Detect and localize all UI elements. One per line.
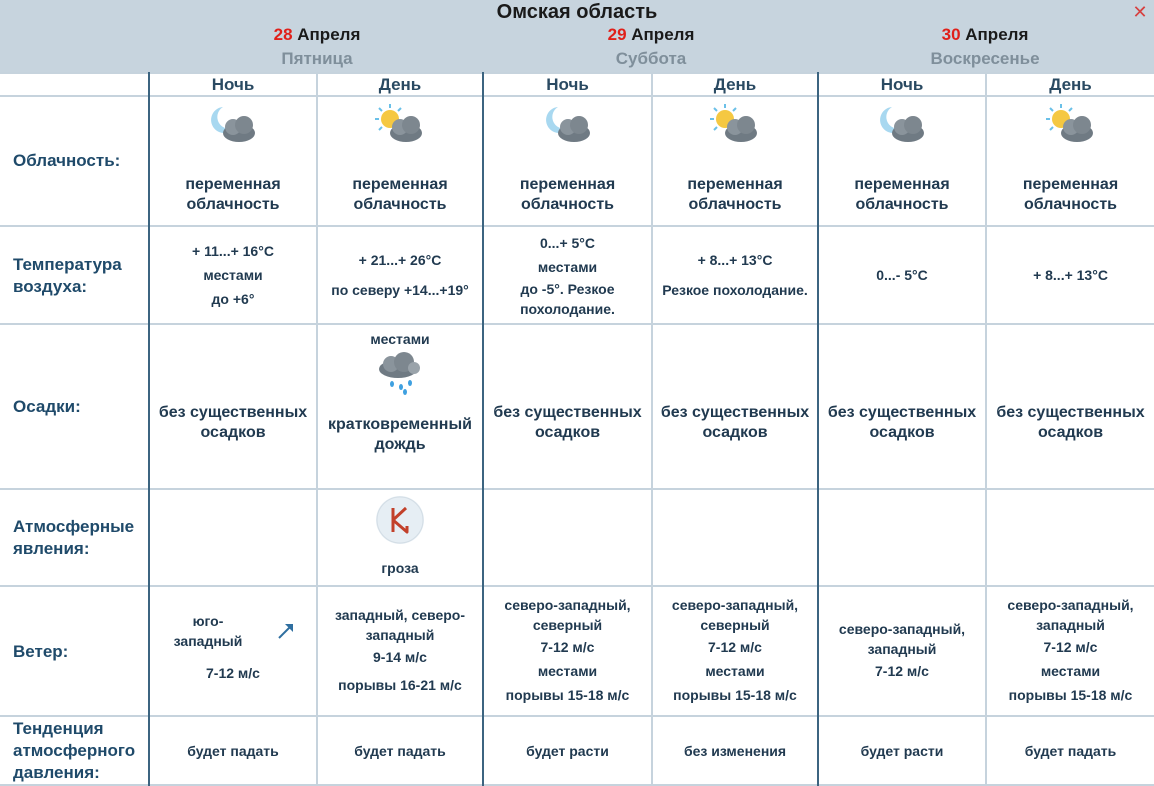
moon-cloud-icon [874,103,930,147]
wind-note: местами [1040,663,1101,679]
wind-note: местами [537,663,598,679]
precip-text: осадков [1037,423,1104,441]
wind-gusts: порывы 15-18 м/с [1008,687,1133,703]
wind-direction: северный [532,617,603,633]
label-line: Атмосферные [13,517,135,536]
phase-day: День [378,74,422,94]
temp-note: похолодание. [520,301,615,317]
cloud-text: облачность [186,196,280,213]
precip-cell [987,325,1154,488]
cloud-text: переменная [854,176,950,193]
day-header-29 [484,24,818,72]
phase-night: Ночь [880,74,924,94]
label-line: Температура [13,255,122,274]
precip-text: кратковременный [328,416,472,433]
cloud-text: облачность [353,196,447,213]
wind-direction: северо-западный, [1007,597,1134,613]
precip-text: осадков [200,423,266,441]
cloud-text: облачность [1023,196,1117,213]
precip-text: без существенных [493,403,642,421]
temp-note: местами [537,259,598,275]
temp-cell [653,227,817,323]
temp-cell [150,227,316,323]
precip-text: осадков [702,423,768,441]
cloud-text: переменная [1022,176,1119,193]
precip-cell [318,325,482,488]
phase-day: День [713,74,757,94]
day-header-28 [150,24,484,72]
wind-cell [150,587,316,715]
wind-direction: северо-западный, [504,597,631,613]
wind-direction: северо-западный, [671,597,799,613]
wind-direction: западный [867,641,937,657]
temp-cell [484,227,651,323]
precip-text: дождь [374,436,426,453]
pressure-trend: будет расти [860,742,944,759]
wind-gusts: порывы 16-21 м/с [338,677,462,693]
cloud-text: переменная [519,176,616,193]
close-icon[interactable]: ✕ [1132,2,1148,22]
cloud-text: облачность [855,196,949,213]
label-line: давления: [13,763,100,782]
precip-text: осадков [534,423,601,441]
precip-text: осадков [869,423,935,441]
phase-night: Ночь [546,74,589,94]
sun-cloud-icon [707,103,763,147]
wind-speed: 7-12 м/с [540,639,595,655]
wind-gusts: порывы 15-18 м/с [673,687,797,703]
wind-speed: 9-14 м/с [373,649,427,665]
temp-range: + 8...+ 13°С [697,252,773,268]
precip-cell [653,325,817,488]
temp-note: до +6° [211,291,255,307]
precip-cell [150,325,316,488]
precip-cell [484,325,651,488]
day-weekday: Пятница [281,49,353,68]
label-line: Тенденция [13,719,104,738]
cloud-cell [318,97,482,225]
sun-cloud-icon [1043,103,1099,147]
region-title: Омская область [496,1,658,23]
phase-day: День [1049,74,1092,94]
precip-note: местами [370,331,430,347]
row-label-pressure [13,718,135,784]
day-weekday: Суббота [615,49,687,68]
row-label-cloudiness: Облачность: [13,151,121,170]
label-line: воздуха: [13,277,88,296]
day-number: 30 [941,25,961,44]
cloud-cell [484,97,651,225]
temp-note: до -5°. Резкое [520,281,615,297]
wind-note: местами [705,663,765,679]
wind-direction: западный, северо- [334,607,466,623]
row-label-precipitation: Осадки: [13,397,81,416]
temp-range: + 11...+ 16°С [192,243,274,259]
precip-text: без существенных [158,403,308,421]
label-line: атмосферного [13,741,136,760]
cloud-cell [987,97,1154,225]
moon-cloud-icon [205,103,261,147]
cloud-text: переменная [687,176,783,193]
wind-speed: 7-12 м/с [206,665,260,681]
grid-line [0,488,1154,490]
rain-cloud-icon [374,351,426,395]
day-number: 28 [273,25,293,44]
pressure-trend: будет падать [1024,742,1117,759]
sun-cloud-icon [372,103,428,147]
wind-direction: западный [1036,617,1105,633]
wind-cell [987,587,1154,715]
day-weekday: Воскресенье [930,49,1040,68]
temp-range: + 8...+ 13°С [1033,267,1108,283]
phenomena-cell [318,490,482,585]
row-label-phenomena [13,516,134,560]
temp-cell [318,227,482,323]
temp-range: 0...+ 5°С [539,235,595,251]
temp-note: Резкое похолодание. [662,282,808,298]
cloud-cell [653,97,817,225]
wind-arrow-icon [276,621,296,641]
wind-direction: западный [173,633,243,649]
day-number: 29 [607,25,627,44]
day-month: Апреля [965,25,1029,44]
temp-note: местами [203,267,263,283]
wind-cell [484,587,651,715]
day-header-30 [818,24,1152,72]
precip-text: без существенных [996,403,1145,421]
phenomena-text: гроза [381,560,419,576]
cloud-text: облачность [688,196,782,213]
lightning-icon [374,494,426,546]
pressure-trend: без изменения [683,742,787,759]
precip-text: без существенных [660,403,810,421]
cloud-cell [150,97,316,225]
label-line: явления: [13,539,90,558]
wind-speed: 7-12 м/с [708,639,762,655]
pressure-trend: будет падать [187,742,279,759]
temp-range: + 21...+ 26°С [358,252,442,268]
temp-cell [819,227,985,323]
cloud-cell [819,97,985,225]
wind-cell [653,587,817,715]
cloud-text: переменная [352,176,448,193]
temp-cell [987,227,1154,323]
wind-direction: северный [700,617,770,633]
precip-text: без существенных [827,403,977,421]
temp-note: по северу +14...+19° [331,282,469,298]
wind-cell [318,587,482,715]
wind-direction: северо-западный, [838,621,966,637]
precip-cell [819,325,985,488]
cloud-text: переменная [185,176,281,193]
temp-range: 0...- 5°С [876,267,928,283]
row-label-temperature [13,254,122,298]
wind-cell [819,587,985,715]
row-label-wind: Ветер: [13,642,69,661]
wind-speed: 7-12 м/с [875,663,929,679]
wind-direction: западный [365,627,435,643]
pressure-trend: будет расти [526,742,609,759]
moon-cloud-icon [540,103,596,147]
cloud-text: облачность [520,196,614,213]
wind-gusts: порывы 15-18 м/с [505,687,630,703]
day-month: Апреля [297,25,361,44]
phase-night: Ночь [211,74,255,94]
wind-content [150,587,316,715]
pressure-trend: будет падать [354,742,446,759]
wind-direction: юго- [192,613,224,629]
day-month: Апреля [631,25,695,44]
wind-speed: 7-12 м/с [1043,639,1098,655]
